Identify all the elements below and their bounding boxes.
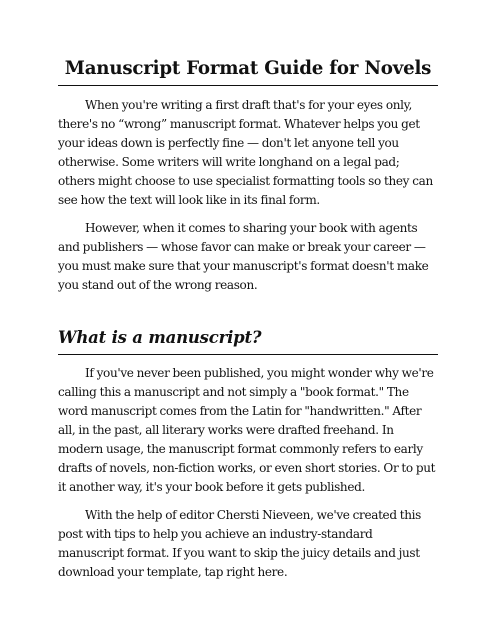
title-underline	[58, 85, 438, 86]
intro-paragraph-1: When you're writing a first draft that's for your eyes only, there's no “wrong” manuscript format. Whatever helps you get your ideas down is perfectly fine — don't let anyone tell you otherwise. Some writers will write longhand on a legal pad; others might choose to use specialist formatting tools so they can see how the text will look like in its final form.	[58, 98, 433, 207]
section-heading-underline	[58, 354, 438, 355]
section-heading: What is a manuscript?	[58, 328, 262, 348]
section-paragraph-2: With the help of editor Chersti Nieveen, we've created this post with tips to help you achieve an industry-standard manuscript format. If you want to skip the juicy details and just download your template, tap right here.	[58, 508, 422, 580]
section-paragraph-1: If you've never been published, you might wonder why we're calling this a manuscript and not simply a "book format." The word manuscript comes from the Latin for "handwritten." After all, in the past, all literary works were drafted freehand. In modern usage, the manuscript format commonly refers to early drafts of novels, non-fiction works, or even short stories. Or to put it another way, it's your book before it gets published.	[58, 366, 436, 494]
intro-paragraph-2: However, when it comes to sharing your book with agents and publishers — whose favor can make or break your career — you must make sure that your manuscript's format doesn't make you stand out of the wrong reason.	[58, 221, 429, 293]
document-page	[58, 56, 438, 582]
document-title: Manuscript Format Guide for Novels	[64, 58, 432, 79]
